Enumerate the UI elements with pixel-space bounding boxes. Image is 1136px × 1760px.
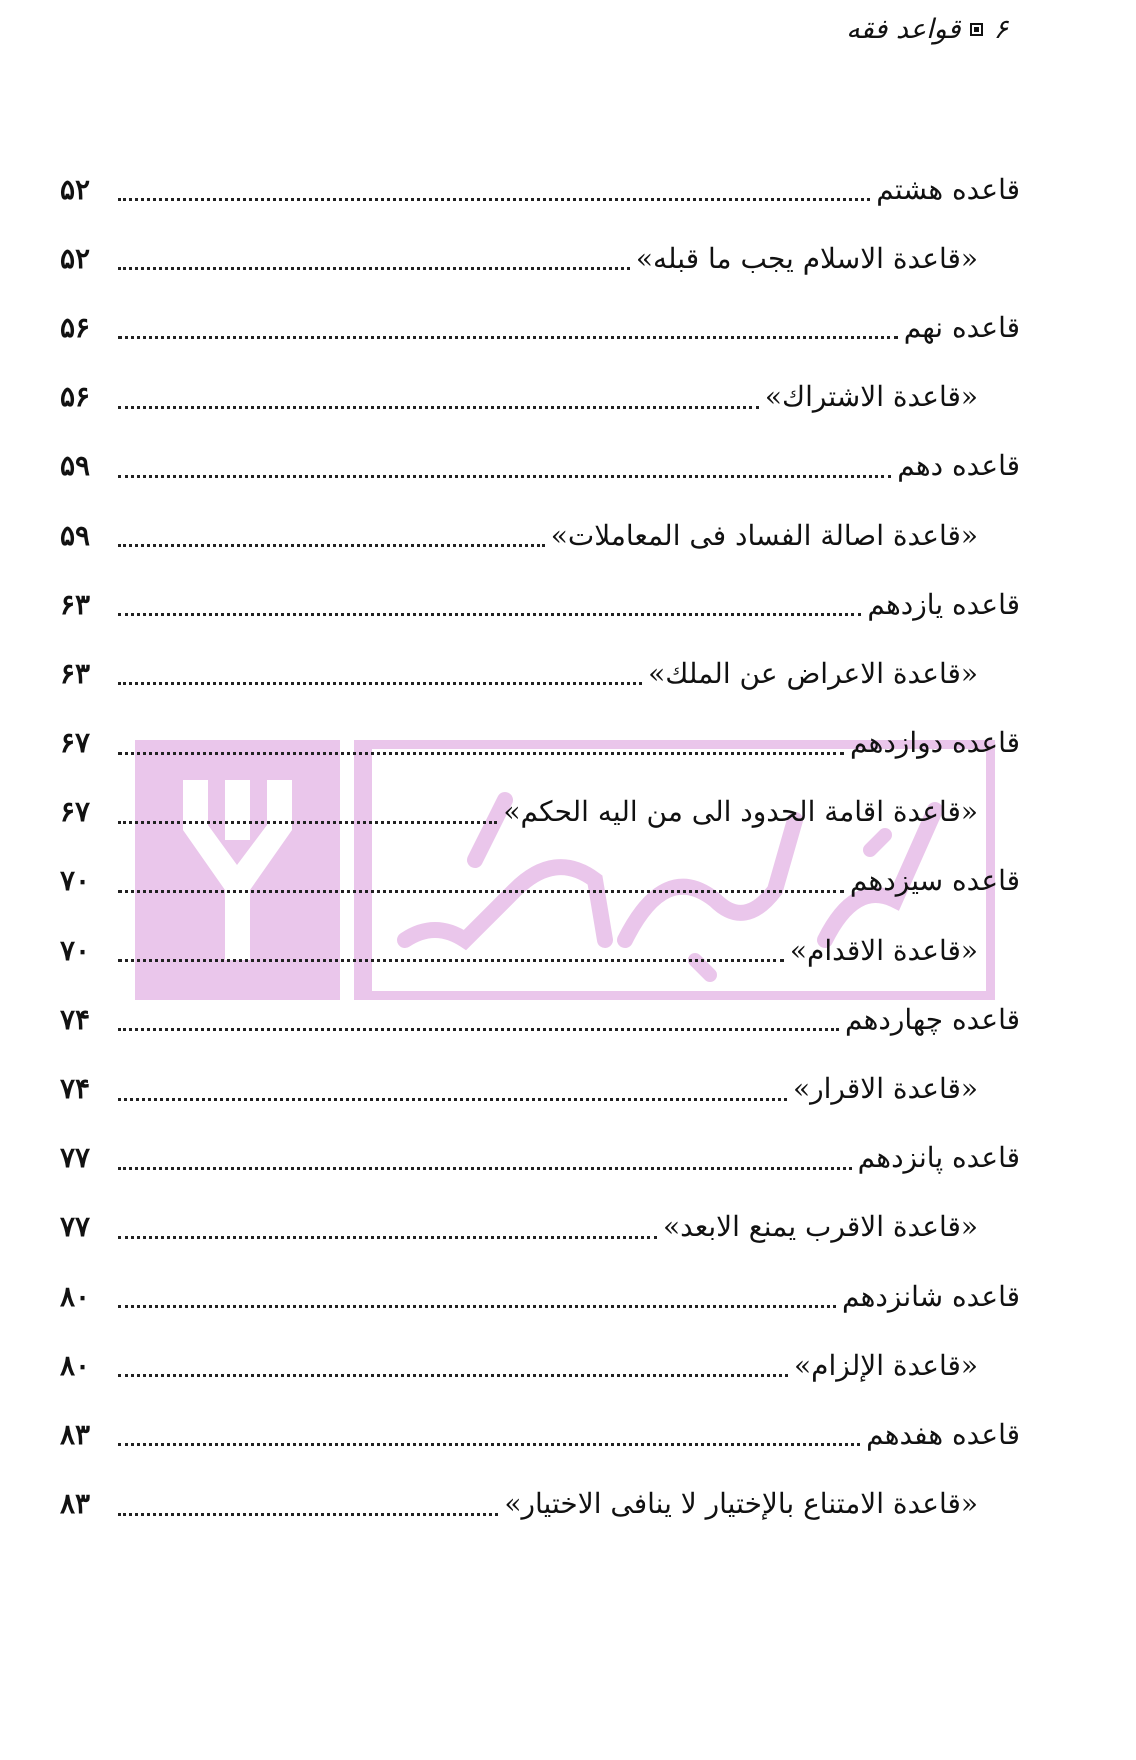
toc-entry-page: ۵۲ <box>60 241 91 275</box>
toc-entry-title: «قاعدة الاقدام» <box>789 933 978 967</box>
toc-subentry <box>60 916 1020 985</box>
toc-entry <box>60 570 1020 639</box>
toc-entry <box>60 155 1020 224</box>
toc-subentry <box>60 224 1020 293</box>
toc-entry-page: ۸۰ <box>60 1348 91 1382</box>
toc-entry-title: «قاعدة الاشتراك» <box>764 380 978 414</box>
page-header <box>846 14 1008 45</box>
toc-entry-page: ۸۰ <box>60 1279 91 1313</box>
toc-entry-page: ۷۴ <box>60 1002 91 1036</box>
dotted-leader <box>118 1305 836 1308</box>
toc-entry-page: ۵۲ <box>60 172 91 206</box>
dotted-leader <box>118 1167 852 1170</box>
toc-entry-page: ۸۳ <box>60 1487 91 1521</box>
dotted-leader <box>118 821 497 824</box>
square-bullet-icon <box>970 23 983 36</box>
toc-entry-title: «قاعدة الاقرار» <box>792 1072 978 1106</box>
dotted-leader <box>118 1236 657 1239</box>
table-of-contents <box>60 155 1020 1539</box>
toc-entry-title: «قاعدة اقامة الحدود الى من اليه الحكم» <box>503 795 978 829</box>
toc-subentry <box>60 639 1020 708</box>
toc-subentry <box>60 501 1020 570</box>
toc-entry <box>60 1124 1020 1193</box>
dotted-leader <box>118 475 891 478</box>
toc-entry-title: قاعده نهم <box>903 310 1020 344</box>
toc-entry-page: ۷۴ <box>60 1072 91 1106</box>
toc-entry-page: ۶۳ <box>60 587 91 621</box>
dotted-leader <box>118 1374 788 1377</box>
toc-entry-page: ۶۷ <box>60 726 91 760</box>
toc-subentry <box>60 363 1020 432</box>
dotted-leader <box>118 613 861 616</box>
toc-subentry <box>60 1470 1020 1539</box>
toc-entry <box>60 432 1020 501</box>
toc-entry <box>60 1262 1020 1331</box>
toc-entry-page: ۵۶ <box>60 380 91 414</box>
toc-entry-title: «قاعدة اصالة الفساد فى المعاملات» <box>550 518 978 552</box>
toc-entry-title: قاعده دوازدهم <box>849 726 1020 760</box>
toc-entry-title: قاعده چهاردهم <box>844 1002 1020 1036</box>
toc-entry-title: قاعده هفدهم <box>866 1417 1020 1451</box>
dotted-leader <box>118 336 898 339</box>
toc-entry-title: «قاعدة الإلزام» <box>794 1348 978 1382</box>
toc-entry <box>60 709 1020 778</box>
dotted-leader <box>118 682 642 685</box>
toc-entry-page: ۷۰ <box>60 864 91 898</box>
toc-entry-page: ۵۹ <box>60 449 91 483</box>
dotted-leader <box>118 752 844 755</box>
toc-entry-page: ۶۷ <box>60 795 91 829</box>
toc-entry-title: «قاعدة الامتناع بالإختيار لا ينافى الاختيار» <box>504 1487 978 1521</box>
toc-entry-page: ۶۳ <box>60 656 91 690</box>
toc-entry <box>60 985 1020 1054</box>
toc-entry <box>60 847 1020 916</box>
toc-entry-page: ۵۶ <box>60 310 91 344</box>
dotted-leader <box>118 267 630 270</box>
toc-entry-title: قاعده يازدهم <box>867 587 1020 621</box>
dotted-leader <box>118 1443 860 1446</box>
toc-subentry <box>60 1331 1020 1400</box>
toc-entry-page: ۷۰ <box>60 933 91 967</box>
toc-entry-page: ۷۷ <box>60 1141 91 1175</box>
page-number: ۶ <box>993 14 1008 45</box>
toc-entry-page: ۷۷ <box>60 1210 91 1244</box>
toc-entry-page: ۵۹ <box>60 518 91 552</box>
book-title: قواعد فقه <box>846 14 961 45</box>
toc-subentry <box>60 1193 1020 1262</box>
toc-entry <box>60 293 1020 362</box>
toc-entry-title: قاعده پانزدهم <box>857 1141 1020 1175</box>
dotted-leader <box>118 406 759 409</box>
dotted-leader <box>118 544 545 547</box>
toc-entry-title: «قاعدة الاعراض عن الملك» <box>648 656 978 690</box>
dotted-leader <box>118 1098 787 1101</box>
toc-entry-title: قاعده هشتم <box>876 172 1020 206</box>
toc-entry-title: «قاعدة الاقرب يمنع الابعد» <box>663 1210 978 1244</box>
dotted-leader <box>118 890 844 893</box>
toc-subentry <box>60 1054 1020 1123</box>
toc-entry-title: قاعده شانزدهم <box>842 1279 1020 1313</box>
toc-subentry <box>60 778 1020 847</box>
toc-entry-title: «قاعدة الاسلام يجب ما قبله» <box>635 241 978 275</box>
dotted-leader <box>118 198 870 201</box>
dotted-leader <box>118 1513 498 1516</box>
toc-entry-title: قاعده سيزدهم <box>849 864 1020 898</box>
toc-entry-title: قاعده دهم <box>897 449 1020 483</box>
dotted-leader <box>118 959 784 962</box>
toc-entry-page: ۸۳ <box>60 1417 91 1451</box>
dotted-leader <box>118 1028 839 1031</box>
toc-entry <box>60 1400 1020 1469</box>
